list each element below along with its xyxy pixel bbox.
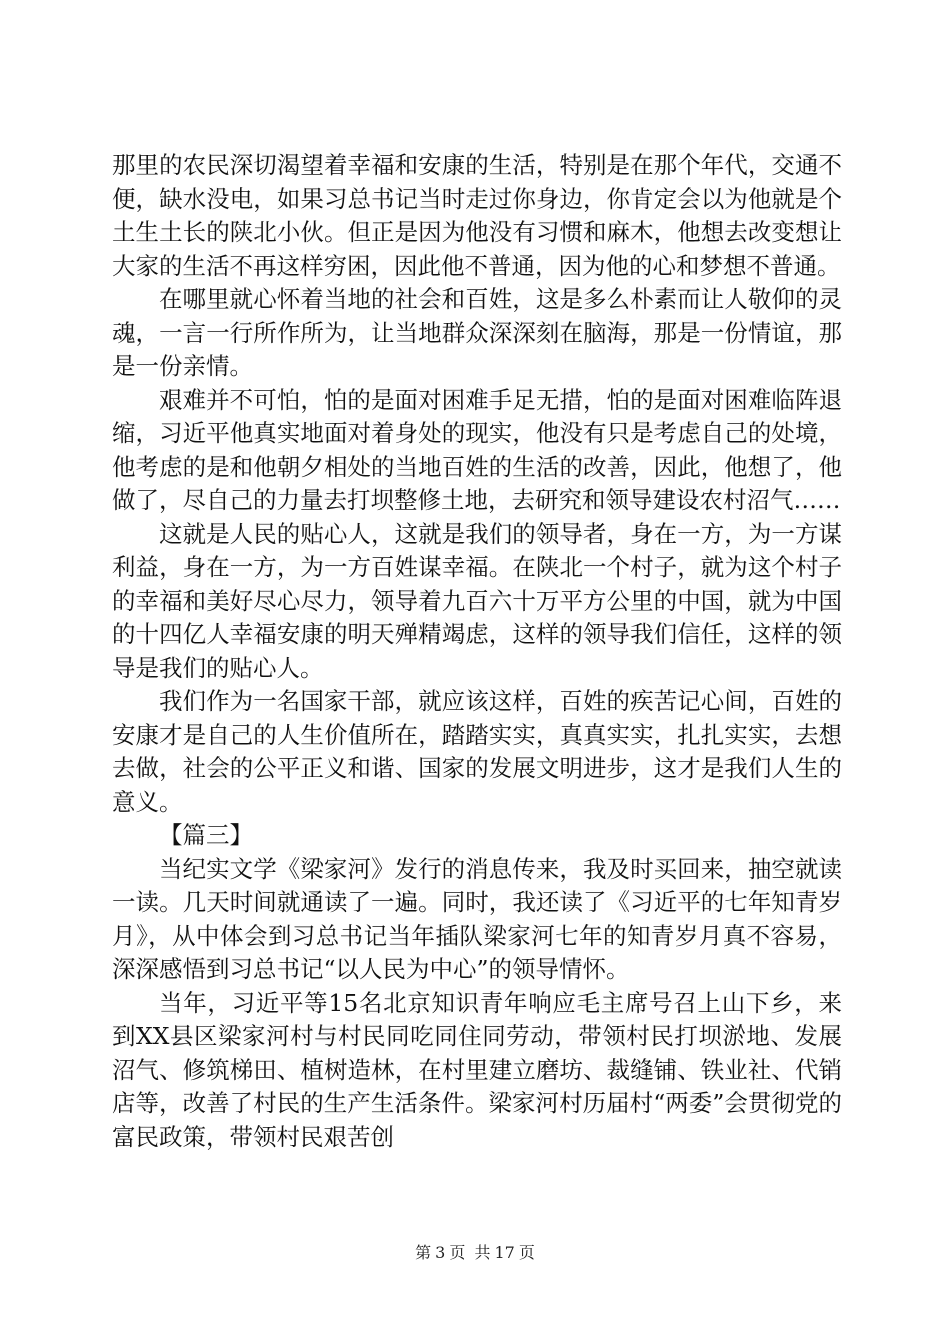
total-suffix: 页 [518,1243,535,1262]
page-suffix: 页 [449,1243,466,1262]
paragraph-5: 我们作为一名国家干部，就应该这样，百姓的疾苦记心间，百姓的安康才是自己的人生价值所在，踏踏实实，真真实实，扎扎实实，去想去做，社会的公平正义和谐、国家的发展文明进步，这才是我们人生的意义。 [112,687,842,816]
page-footer [0,1240,950,1263]
paragraph-1: 那里的农民深切渴望着幸福和安康的生活，特别是在那个年代，交通不便，缺水没电，如果习总书记当时走过你身边，你肯定会以为他就是个土生土长的陕北小伙。但正是因为他没有习惯和麻木，他想去改变想让大家的生活不再这样穷困，因此他不普通，因为他的心和梦想不普通。 [112,151,842,280]
page-prefix: 第 [415,1243,432,1262]
paragraph-3: 艰难并不可怕，怕的是面对困难手足无措，怕的是面对困难临阵退缩，习近平他真实地面对着身处的现实，他没有只是考虑自己的处境，他考虑的是和他朝夕相处的当地百姓的生活的改善，因此，他想了，他做了，尽自己的力量去打坝整修土地，去研究和领导建设农村沼气…… [112,385,842,514]
paragraph-2: 在哪里就心怀着当地的社会和百姓，这是多么朴素而让人敬仰的灵魂，一言一行所作所为，让当地群众深深刻在脑海，那是一份情谊，那是一份亲情。 [112,285,842,380]
document-body [112,149,842,1154]
paragraph-4: 这就是人民的贴心人，这就是我们的领导者，身在一方，为一方谋利益，身在一方，为一方百姓谋幸福。在陕北一个村子，就为这个村子的幸福和美好尽心尽力，领导着九百六十万平方公里的中国，就为中国的十四亿人幸福安康的明天殚精竭虑，这样的领导我们信任，这样的领导是我们的贴心人。 [112,519,842,682]
total-pages: 17 [494,1243,515,1262]
page-number: 3 [435,1243,446,1262]
total-prefix: 共 [474,1243,491,1262]
section-heading: 【篇三】 [159,821,253,849]
paragraph-6: 当纪实文学《梁家河》发行的消息传来，我及时买回来，抽空就读一读。几天时间就通读了一遍。同时，我还读了《习近平的七年知青岁月》，从中体会到习总书记当年插队梁家河七年的知青岁月真不容易，深深感悟到习总书记“以人民为中心”的领导情怀。 [112,854,842,983]
paragraph-7: 当年，习近平等15名北京知识青年响应毛主席号召上山下乡，来到XX县区梁家河村与村民同吃同住同劳动，带领村民打坝淤地、发展沼气、修筑梯田、植树造林，在村里建立磨坊、裁缝铺、铁业社、代销店等，改善了村民的生产生活条件。梁家河村历届村“两委”会贯彻党的富民政策，带领村民艰苦创 [112,988,842,1151]
